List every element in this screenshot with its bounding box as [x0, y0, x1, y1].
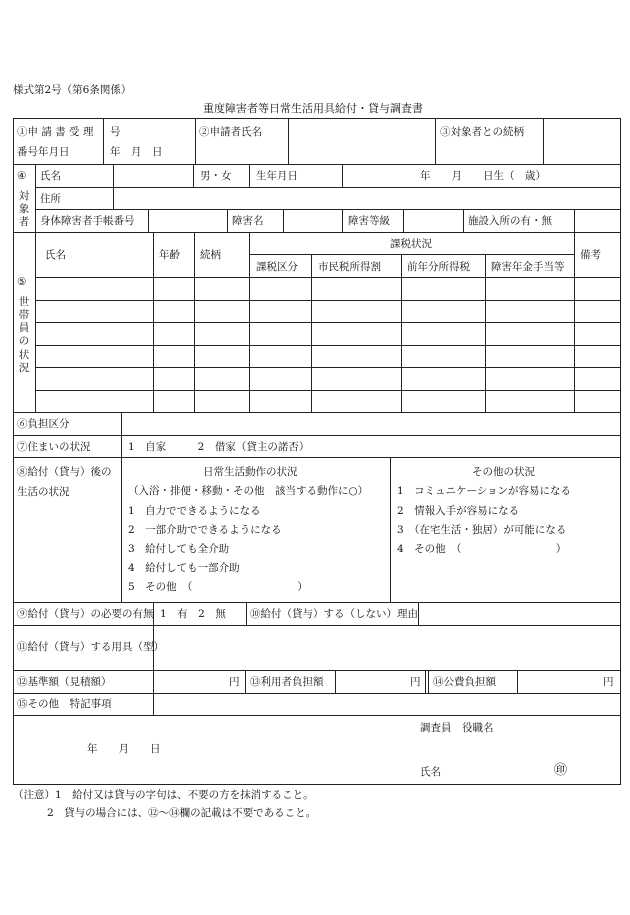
remarks-header: 備考 — [580, 249, 601, 261]
other-status-option[interactable]: 4 その他 （ ） — [397, 543, 567, 555]
adl-option[interactable]: 2 一部介助でできるようになる — [128, 524, 282, 536]
address-label: 住所 — [40, 193, 61, 205]
tax-class-header: 課税区分 — [256, 261, 298, 273]
other-status-option[interactable]: 3 （在宅生活・独居）が可能になる — [397, 524, 567, 536]
household-age-header: 年齢 — [159, 249, 180, 261]
prev-income-tax-header: 前年分所得税 — [407, 261, 470, 273]
pension-header: 障害年金手当等 — [491, 261, 565, 273]
form-title: 重度障害者等日常生活用具給付・貸与調査書 — [203, 102, 423, 115]
burden-label: ⑥負担区分 — [17, 418, 70, 430]
user-burden-yen: 円 — [410, 676, 421, 688]
household-name-header: 氏名 — [45, 249, 66, 261]
receipt-label-2: 番号年月日 — [17, 146, 70, 158]
seal-mark-icon: ㊞ — [554, 763, 568, 778]
subject-name-label: 氏名 — [40, 170, 61, 182]
municipal-income-header: 市民税所得割 — [318, 261, 381, 273]
receipt-label: ①申 請 書 受 理 — [17, 126, 94, 138]
base-amount-label: ⑫基準額（見積額） — [17, 676, 112, 688]
household-circled-number: ⑤ — [17, 276, 27, 288]
necessity-options[interactable]: 1 有 2 無 — [160, 608, 226, 620]
applicant-name-label: ②申請者氏名 — [199, 126, 262, 138]
investigator-name-label: 氏名 — [420, 766, 441, 778]
other-status-title: その他の状況 — [472, 466, 535, 478]
public-burden-label: ⑭公費負担額 — [433, 676, 496, 688]
receipt-number-field[interactable]: 号 — [110, 126, 121, 138]
facility-selector[interactable]: 施設入所の有・無 — [468, 215, 552, 227]
housing-options[interactable]: 1 自家 2 借家（貸主の諾否） — [128, 441, 310, 453]
adl-option[interactable]: 1 自力でできるようになる — [128, 505, 261, 517]
other-status-option[interactable]: 1 コミュニケーションが容易になる — [397, 485, 572, 497]
adl-title: 日常生活動作の状況 — [203, 466, 298, 478]
subject-vertical-label: 対象者 — [18, 190, 30, 229]
reason-label: ⑩給付（貸与）する（しない）理由 — [250, 608, 418, 620]
tax-status-header: 課税状況 — [390, 238, 432, 250]
user-burden-label: ⑬利用者負担額 — [250, 676, 324, 688]
household-relation-header: 続柄 — [200, 249, 221, 261]
adl-note: （入浴・排便・移動・その他 該当する動作に○） — [128, 485, 369, 497]
disability-name-label: 障害名 — [232, 215, 264, 227]
sex-selector[interactable]: 男・女 — [200, 170, 232, 182]
disability-grade-label: 障害等級 — [348, 215, 390, 227]
note-2: 2 貸与の場合には、⑫～⑭欄の記載は不要であること。 — [47, 807, 317, 819]
household-vertical-label: 世帯員の状況 — [18, 296, 30, 374]
note-1: （注意）1 給付又は貸与の字句は、不要の方を抹消すること。 — [13, 789, 314, 801]
adl-option[interactable]: 4 給付しても一部介助 — [128, 562, 240, 574]
dob-field[interactable]: 年 月 日生（ 歳） — [420, 170, 546, 182]
special-notes-label: ⑮その他 特記事項 — [17, 698, 112, 710]
life-label-2: 生活の状況 — [17, 486, 70, 498]
other-status-option[interactable]: 2 情報入手が容易になる — [397, 505, 520, 517]
investigator-title-label: 調査員 役職名 — [420, 722, 494, 734]
subject-circled-number: ④ — [17, 170, 27, 182]
form-number: 様式第2号（第6条関係） — [13, 84, 132, 96]
signature-date-field[interactable]: 年 月 日 — [87, 743, 161, 755]
adl-option[interactable]: 3 給付しても全介助 — [128, 543, 230, 555]
housing-label: ⑦住まいの状況 — [17, 441, 91, 453]
adl-option[interactable]: 5 その他 （ ） — [128, 581, 308, 593]
dob-label: 生年月日 — [256, 170, 298, 182]
equipment-label: ⑪給付（貸与）する用具（型） — [17, 641, 164, 653]
base-amount-yen: 円 — [229, 676, 240, 688]
necessity-label: ⑨給付（貸与）の必要の有無 — [17, 608, 154, 620]
public-burden-yen: 円 — [603, 676, 614, 688]
receipt-date-field[interactable]: 年 月 日 — [110, 146, 163, 158]
life-label: ⑧給付（貸与）後の — [17, 466, 112, 478]
handbook-label: 身体障害者手帳番号 — [40, 215, 135, 227]
relationship-label: ③対象者との続柄 — [440, 126, 524, 138]
